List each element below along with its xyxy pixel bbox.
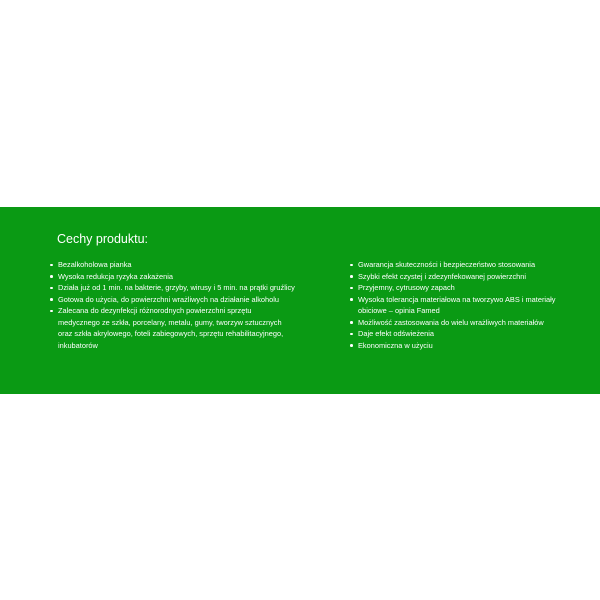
- list-item: Ekonomiczna w użyciu: [350, 340, 575, 352]
- list-item: Bezalkoholowa pianka: [50, 259, 295, 271]
- list-item: Wysoka tolerancja materiałowa na tworzywo ABS i materiały obiciowe – opinia Famed: [350, 294, 575, 317]
- list-item: Gotowa do użycia, do powierzchni wrażliwych na działanie alkoholu: [50, 294, 295, 306]
- list-item: Gwarancja skuteczności i bezpieczeństwo stosowania: [350, 259, 575, 271]
- list-item: Przyjemny, cytrusowy zapach: [350, 282, 575, 294]
- list-item: Zalecana do dezynfekcji różnorodnych powierzchni sprzętu medycznego ze szkła, porcelany, metalu, gumy, tworzyw sztucznych oraz szkła akrylowego, foteli zabiegowych, sprzętu rehabilitacyjnego, inkubatorów: [50, 305, 295, 351]
- list-item: Wysoka redukcja ryzyka zakażenia: [50, 271, 295, 283]
- features-list-right: [350, 259, 575, 351]
- features-list-left: [50, 259, 295, 351]
- list-item: Możliwość zastosowania do wielu wrażliwych materiałów: [350, 317, 575, 329]
- list-item: Daje efekt odświeżenia: [350, 328, 575, 340]
- list-item: Działa już od 1 min. na bakterie, grzyby, wirusy i 5 min. na prątki gruźlicy: [50, 282, 295, 294]
- section-title: Cechy produktu:: [57, 232, 149, 246]
- product-features-band: [0, 207, 600, 394]
- list-item: Szybki efekt czystej i zdezynfekowanej powierzchni: [350, 271, 575, 283]
